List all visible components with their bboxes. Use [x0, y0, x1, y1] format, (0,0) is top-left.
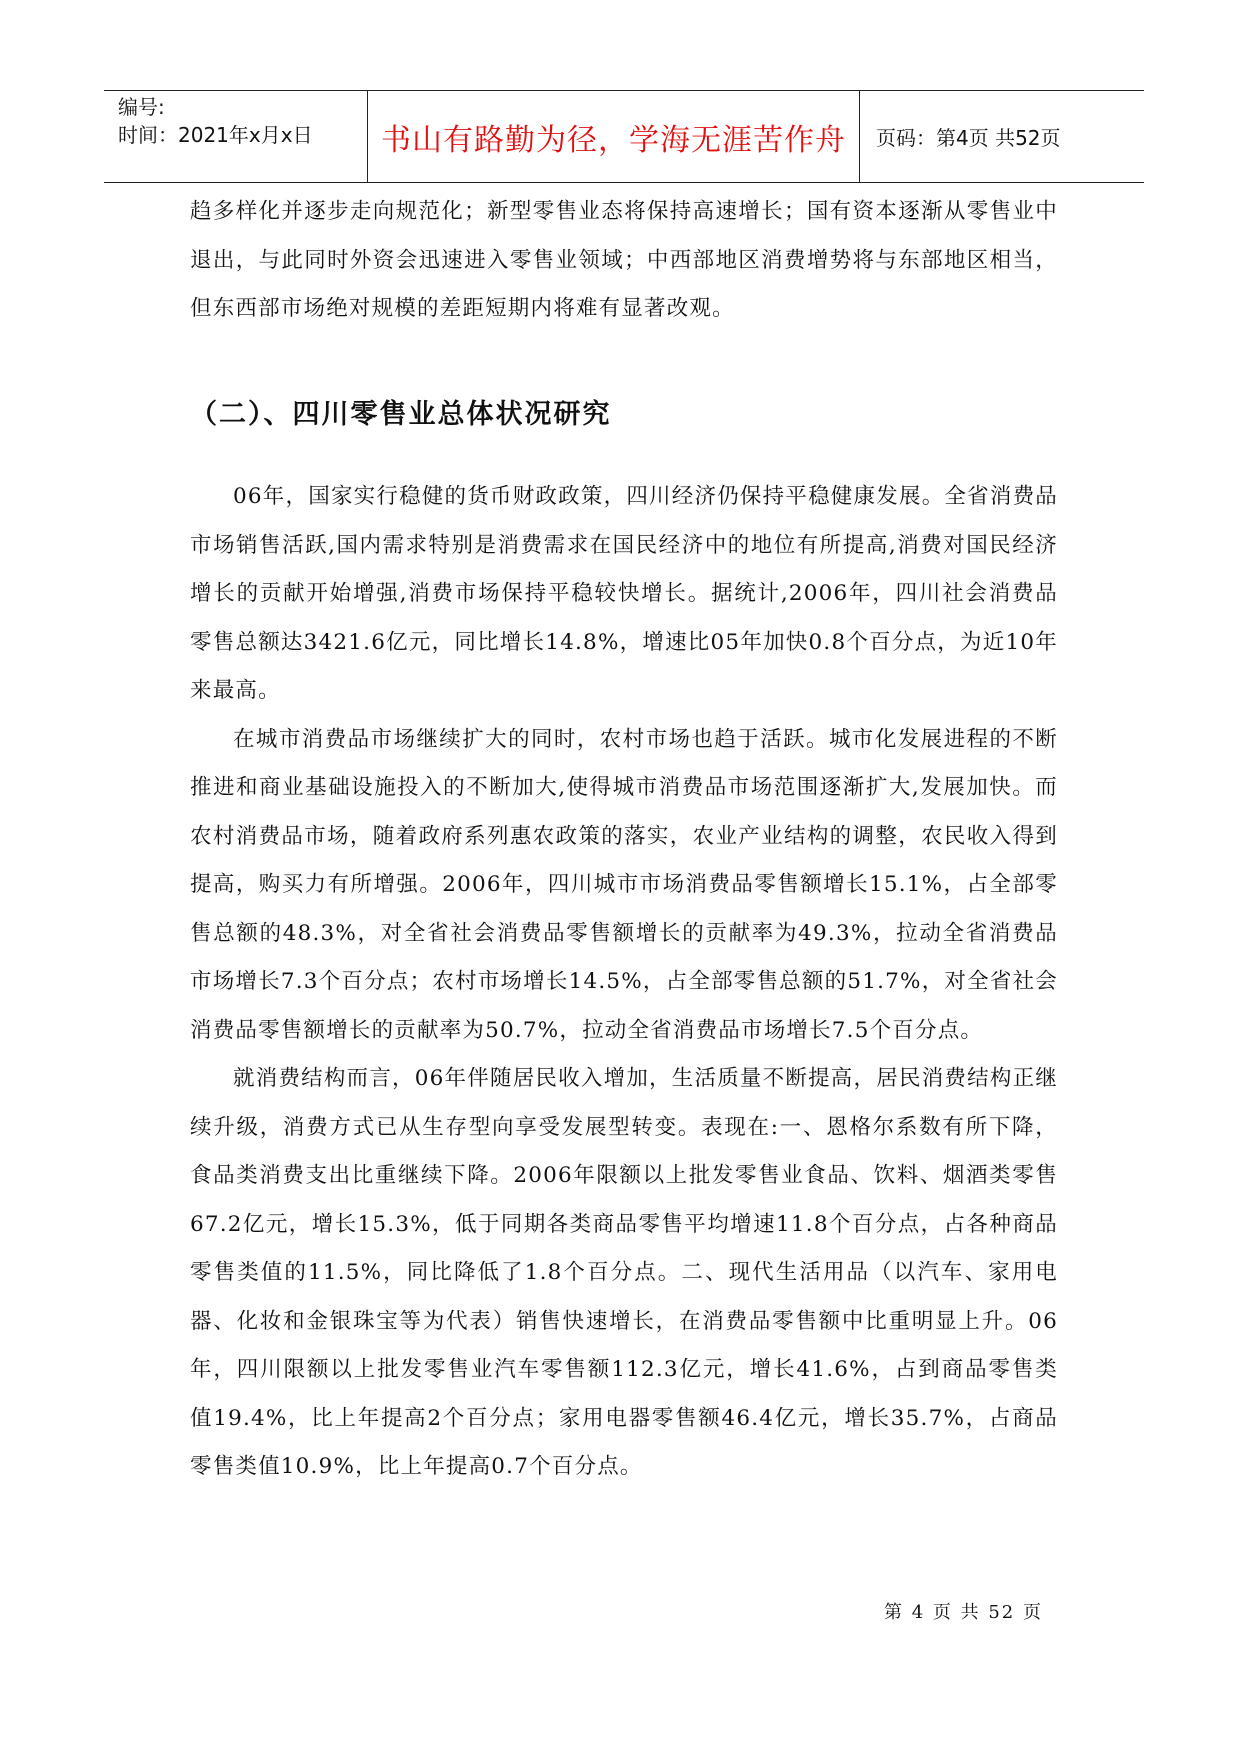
document-number-label: 编号:: [118, 95, 165, 119]
header-motto: 书山有路勤为径，学海无涯苦作舟: [381, 122, 846, 158]
document-time-label: 时间：2021年x月x日: [118, 123, 313, 147]
intro-paragraph: 趋多样化并逐步走向规范化；新型零售业态将保持高速增长；国有资本逐渐从零售业中退出，与此同时外资会迅速进入零售业领域；中西部地区消费增势将与东部地区相当，但东西部市场绝对规模的差距短期内将难有显著改观。: [190, 199, 1058, 321]
page-header: [104, 90, 1144, 183]
paragraph-3: 就消费结构而言，06年伴随居民收入增加，生活质量不断提高，居民消费结构正继续升级，消费方式已从生存型向享受发展型转变。表现在:一、恩格尔系数有所下降，食品类消费支出比重继续下降。2006年限额以上批发零售业食品、饮料、烟酒类零售67.2亿元，增长15.3%，低于同期各类商品零售平均增速11.8个百分点，占各种商品零售类值的11.5%，同比降低了1.8个百分点。二、现代生活用品（以汽车、家用电器、化妆和金银珠宝等为代表）销售快速增长，在消费品零售额中比重明显上升。06年，四川限额以上批发零售业汽车零售额112.3亿元，增长41.6%，占到商品零售类值19.4%，比上年提高2个百分点；家用电器零售额46.4亿元，增长35.7%，占商品零售类值10.9%，比上年提高0.7个百分点。: [190, 1066, 1058, 1479]
header-motto-cell: [368, 91, 860, 182]
header-page-cell: [860, 91, 1144, 182]
paragraph-2: 在城市消费品市场继续扩大的同时，农村市场也趋于活跃。城市化发展进程的不断推进和商业基础设施投入的不断加大,使得城市消费品市场范围逐渐扩大,发展加快。而农村消费品市场，随着政府系列惠农政策的落实，农业产业结构的调整，农民收入得到提高，购买力有所增强。2006年，四川城市市场消费品零售额增长15.1%，占全部零售总额的48.3%，对全省社会消费品零售额增长的贡献率为49.3%，拉动全省消费品市场增长7.3个百分点；农村市场增长14.5%，占全部零售总额的51.7%，对全省社会消费品零售额增长的贡献率为50.7%，拉动全省消费品市场增长7.5个百分点。: [190, 726, 1058, 1043]
page-footer: 第 4 页 共 52 页: [884, 1602, 1043, 1623]
header-page-code: 页码：第4页 共52页: [876, 126, 1061, 150]
section-heading: （二）、四川零售业总体状况研究: [190, 399, 612, 430]
intro-text-block: [190, 188, 1058, 334]
paragraph-1: 06年，国家实行稳健的货币财政政策，四川经济仍保持平稳健康发展。全省消费品市场销售活跃,国内需求特别是消费需求在国民经济中的地位有所提高,消费对国民经济增长的贡献开始增强,消费市场保持平稳较快增长。据统计,2006年，四川社会消费品零售总额达3421.6亿元，同比增长14.8%，增速比05年加快0.8个百分点，为近10年来最高。: [190, 484, 1058, 703]
header-info-cell: [104, 91, 368, 182]
main-text-block: [190, 473, 1058, 1492]
